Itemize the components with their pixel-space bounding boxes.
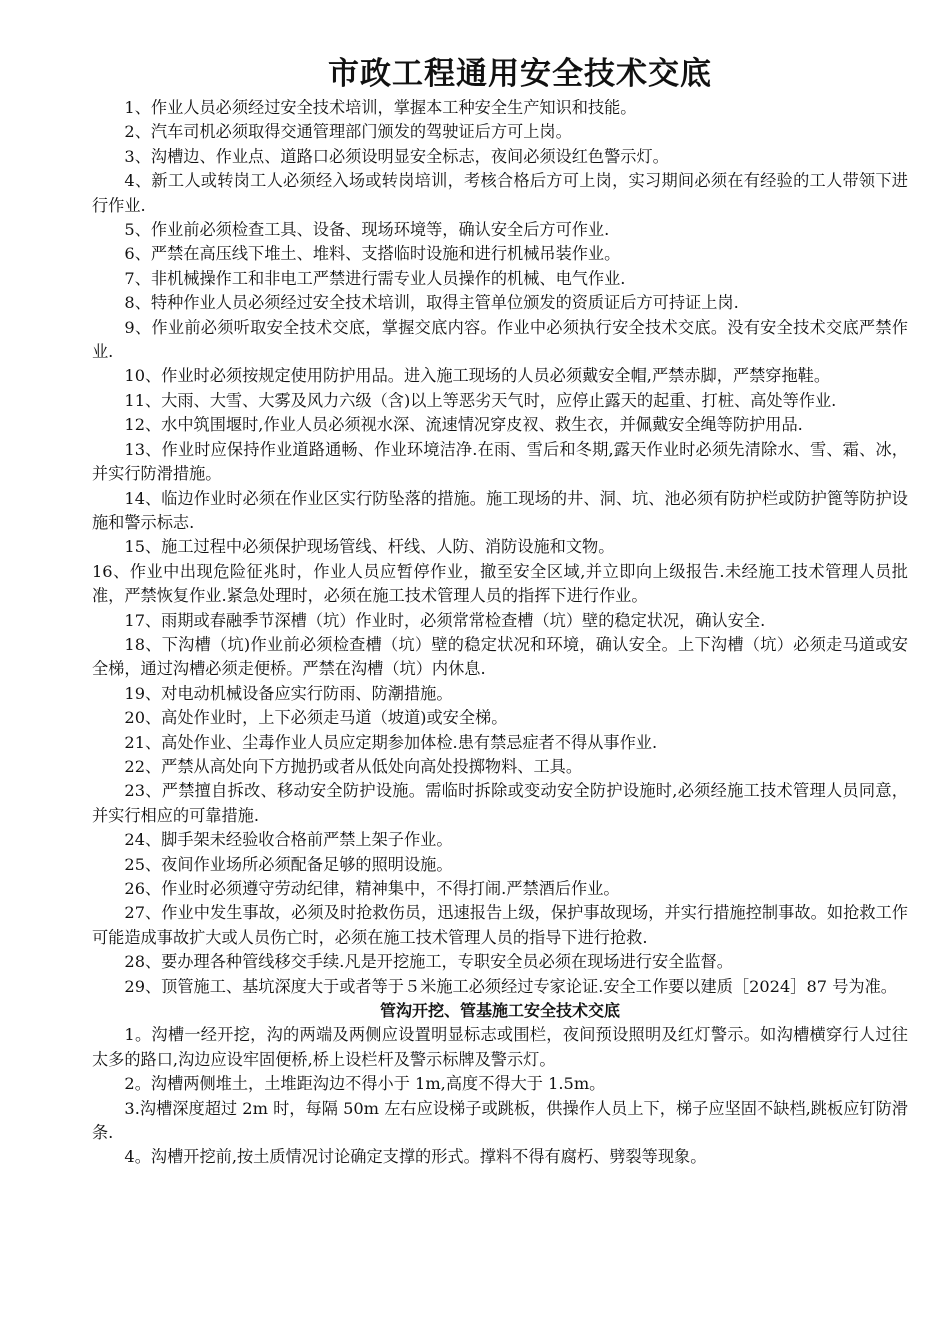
rule-item-28: 28、要办理各种管线移交手续.凡是开挖施工，专职安全员必须在现场进行安全监督。	[124, 952, 733, 972]
rule-item-21: 21、高处作业、尘毒作业人员应定期参加体检.患有禁忌症者不得从事作业.	[124, 732, 658, 752]
rule-item-7: 7、非机械操作工和非电工严禁进行需专业人员操作的机械、电气作业.	[124, 268, 626, 288]
rule-item-4: 4、新工人或转岗工人必须经入场或转岗培训，考核合格后方可上岗，实习期间必须在有经验的工人带领下进行作业.	[92, 171, 908, 215]
rule-item-18: 18、下沟槽（坑)作业前必须检查槽（坑）壁的稳定状况和环境，确认安全。上下沟槽（坑）必须走马道或安全梯，通过沟槽必须走便桥。严禁在沟槽（坑）内休息.	[92, 634, 908, 679]
rule-item-8: 8、特种作业人员必须经过安全技术培训，取得主管单位颁发的资质证后方可持证上岗.	[124, 293, 739, 313]
rule-item-27: 27、作业中发生事故，必须及时抢救伤员，迅速报告上级，保护事故现场，并实行措施控制事故。如抢救工作可能造成事故扩大或人员伤亡时，必须在施工技术管理人员的指导下进行抢救.	[92, 903, 908, 947]
rule-item-5: 5、作业前必须检查工具、设备、现场环境等，确认安全后方可作业.	[124, 220, 610, 240]
rule-item-3: 3、沟槽边、作业点、道路口必须设明显安全标志，夜间必须设红色警示灯。	[124, 146, 669, 166]
rule-item-22: 22、严禁从高处向下方抛扔或者从低处向高处投掷物料、工具。	[124, 756, 583, 776]
section-subtitle: 管沟开挖、管基施工安全技术交底	[379, 1001, 620, 1021]
rule-item-9: 9、作业前必须听取安全技术交底，掌握交底内容。作业中必须执行安全技术交底。没有安全技术交底严禁作业.	[92, 317, 908, 362]
trench-item-2: 2。沟槽两侧堆土，土堆距沟边不得小于 1m,高度不得大于 1.5m。	[124, 1074, 606, 1094]
rule-item-13: 13、作业时应保持作业道路通畅、作业环境洁净.在雨、雪后和冬期,露天作业时必须先清除水、雪、霜、冰，并实行防滑措施。	[92, 439, 908, 484]
rule-item-23: 23、严禁擅自拆改、移动安全防护设施。需临时拆除或变动安全防护设施时,必须经施工技术管理人员同意，并实行相应的可靠措施.	[92, 781, 908, 825]
rule-item-29: 29、顶管施工、基坑深度大于或者等于５米施工必须经过专家论证.安全工作要以建质［2024］87 号为准。	[124, 976, 897, 996]
rule-item-20: 20、高处作业时，上下必须走马道（坡道)或安全梯。	[124, 708, 508, 728]
rule-item-11: 11、大雨、大雪、大雾及风力六级（含)以上等恶劣天气时，应停止露天的起重、打桩、高处等作业.	[124, 390, 837, 410]
rule-item-12: 12、水中筑围堰时,作业人员必须视水深、流速情况穿皮衩、救生衣，并佩戴安全绳等防护用品.	[124, 415, 803, 435]
rule-item-17: 17、雨期或春融季节深槽（坑）作业时，必须常常检查槽（坑）壁的稳定状况，确认安全.	[124, 610, 766, 630]
document-title: 市政工程通用安全技术交底	[328, 56, 712, 92]
trench-item-3: 3.沟槽深度超过 2m 时，每隔 50m 左右应设梯子或跳板，供操作人员上下，梯子应坚固不缺档,跳板应钉防滑条.	[92, 1098, 908, 1143]
rule-item-24: 24、脚手架未经验收合格前严禁上架子作业。	[124, 830, 453, 850]
rule-item-10: 10、作业时必须按规定使用防护用品。进入施工现场的人员必须戴安全帽,严禁赤脚，严禁穿拖鞋。	[124, 366, 831, 386]
rule-item-16: 16、作业中出现危险征兆时，作业人员应暂停作业，撤至安全区域,并立即向上级报告.未经施工技术管理人员批准，严禁恢复作业.紧急处理时，必须在施工技术管理人员的指挥下进行作业。	[92, 561, 908, 606]
trench-item-1: 1。沟槽一经开挖，沟的两端及两侧应设置明显标志或围栏，夜间预设照明及红灯警示。如沟槽横穿行人过往太多的路口,沟边应设牢固便桥,桥上设栏杆及警示标牌及警示灯。	[92, 1025, 908, 1069]
rule-item-25: 25、夜间作业场所必须配备足够的照明设施。	[124, 854, 453, 874]
rule-item-2: 2、汽车司机必须取得交通管理部门颁发的驾驶证后方可上岗。	[124, 122, 572, 142]
rule-item-1: 1、作业人员必须经过安全技术培训，掌握本工种安全生产知识和技能。	[124, 98, 637, 117]
rule-item-26: 26、作业时必须遵守劳动纪律，精神集中，不得打闹.严禁酒后作业。	[124, 879, 620, 898]
rule-item-14: 14、临边作业时必须在作业区实行防坠落的措施。施工现场的井、洞、坑、池必须有防护栏或防护篦等防护设施和警示标志.	[92, 488, 908, 532]
trench-item-4: 4。沟槽开挖前,按土质情况讨论确定支撑的形式。撑料不得有腐朽、劈裂等现象。	[124, 1147, 707, 1167]
rule-item-6: 6、严禁在高压线下堆土、堆料、支搭临时设施和进行机械吊装作业。	[124, 244, 621, 264]
rule-item-19: 19、对电动机械设备应实行防雨、防潮措施。	[124, 683, 453, 703]
document-body	[92, 96, 908, 1170]
rule-item-15: 15、施工过程中必须保护现场管线、杆线、人防、消防设施和文物。	[124, 537, 615, 557]
